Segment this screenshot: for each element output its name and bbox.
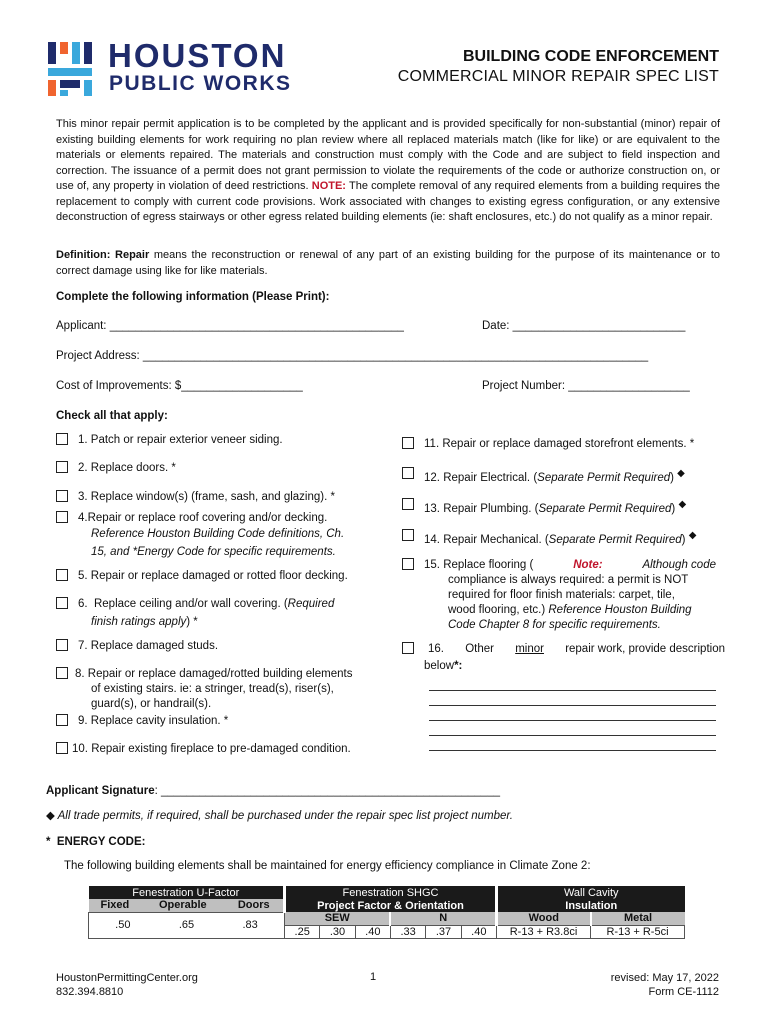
th-sew: SEW bbox=[285, 912, 391, 925]
checkbox-6[interactable] bbox=[56, 597, 68, 609]
footer-revised: revised: May 17, 2022 bbox=[610, 972, 719, 984]
checkbox-10[interactable] bbox=[56, 742, 68, 754]
energy-code-desc: The following building elements shall be maintained for energy efficiency compliance in Climate Zone 2: bbox=[64, 860, 591, 872]
applicant-field[interactable]: Applicant: ______________________________________________ bbox=[56, 320, 404, 332]
trade-note: ◆ All trade permits, if required, shall be purchased under the repair spec list project number. bbox=[46, 810, 513, 822]
project-number-field[interactable]: Project Number: ___________________ bbox=[482, 380, 690, 392]
checkbox-5[interactable] bbox=[56, 569, 68, 581]
logo-mark bbox=[46, 42, 100, 96]
th-u-factor: Fenestration U-Factor bbox=[89, 886, 285, 899]
th-operable: Operable bbox=[141, 899, 224, 912]
page-number: 1 bbox=[370, 971, 377, 983]
intro-text: This minor repair permit application is to be completed by the applicant and is provided specifically for non-substantial (minor) repair of existing building elements for work requiring no plan review where all replaced materials match (like for like) or are equivalent to the materials or elements repaired. The materials and construction must comply with the Code and are subject to field inspection and correction. The issuance of a permit does not grant permission to violate the requirements of the code or authorize construction on, or use of, any property in violation of deed restrictions. bbox=[56, 118, 720, 192]
cell-wall-wood: R-13 + R3.8ci bbox=[497, 925, 591, 938]
checkbox-1[interactable] bbox=[56, 433, 68, 445]
cell-shgc-3: .40 bbox=[355, 925, 390, 938]
doc-subtitle: COMMERCIAL MINOR REPAIR SPEC LIST bbox=[397, 68, 719, 85]
note-label: NOTE: bbox=[311, 180, 346, 192]
signature-row bbox=[46, 785, 500, 797]
checkbox-7[interactable] bbox=[56, 639, 68, 651]
energy-table bbox=[88, 886, 685, 939]
logo bbox=[46, 37, 308, 100]
checkbox-2[interactable] bbox=[56, 461, 68, 473]
asterisk-icon: * bbox=[46, 836, 51, 848]
form-instruction: Complete the following information (Please Print): bbox=[56, 291, 330, 303]
th-project-factor: Project Factor & Orientation bbox=[285, 899, 497, 912]
doc-title: BUILDING CODE ENFORCEMENT bbox=[463, 48, 719, 65]
cell-shgc-1: .25 bbox=[285, 925, 320, 938]
footer-phone: 832.394.8810 bbox=[56, 986, 124, 998]
th-wood: Wood bbox=[497, 912, 591, 925]
th-fixed: Fixed bbox=[89, 899, 142, 912]
checkbox-9[interactable] bbox=[56, 714, 68, 726]
description-line-2[interactable] bbox=[429, 705, 716, 706]
th-doors: Doors bbox=[224, 899, 284, 912]
cell-shgc-4: .33 bbox=[390, 925, 425, 938]
logo-public-works: PUBLIC WORKS bbox=[109, 72, 292, 95]
cell-operable: .65 bbox=[178, 919, 195, 931]
checkbox-12[interactable] bbox=[402, 467, 414, 479]
diamond-icon: ◆ bbox=[46, 810, 55, 822]
checkbox-11[interactable] bbox=[402, 437, 414, 449]
footer-site[interactable]: HoustonPermittingCenter.org bbox=[56, 972, 198, 984]
definition-label: Definition: Repair bbox=[56, 249, 150, 261]
description-line-3[interactable] bbox=[429, 720, 716, 721]
cell-shgc-5: .37 bbox=[426, 925, 461, 938]
cell-doors: .83 bbox=[242, 919, 258, 931]
definition-paragraph bbox=[56, 248, 720, 279]
checkbox-15[interactable] bbox=[402, 558, 414, 570]
description-line-5[interactable] bbox=[429, 750, 716, 751]
footer-form: Form CE-1112 bbox=[648, 986, 719, 998]
checklist-title: Check all that apply: bbox=[56, 410, 168, 422]
th-metal: Metal bbox=[591, 912, 685, 925]
cost-field[interactable]: Cost of Improvements: $___________________ bbox=[56, 380, 303, 392]
th-insulation: Insulation bbox=[497, 899, 685, 912]
cell-shgc-6: .40 bbox=[461, 925, 496, 938]
signature-label: Applicant Signature bbox=[46, 785, 155, 797]
footer-right bbox=[611, 971, 719, 999]
th-wall: Wall Cavity bbox=[497, 886, 685, 899]
description-line-1[interactable] bbox=[429, 690, 716, 691]
u-factor-values bbox=[89, 912, 285, 938]
cell-shgc-2: .30 bbox=[320, 925, 355, 938]
definition-text: means the reconstruction or renewal of any part of an existing building for the purpose of its maintenance or to correct damage using like for like materials. bbox=[56, 249, 721, 277]
logo-houston: HOUSTON bbox=[108, 37, 287, 74]
checkbox-4[interactable] bbox=[56, 511, 68, 523]
checkbox-14[interactable] bbox=[402, 529, 414, 541]
footer-left bbox=[56, 971, 198, 999]
checkbox-13[interactable] bbox=[402, 498, 414, 510]
cell-wall-metal: R-13 + R-5ci bbox=[591, 925, 685, 938]
th-shgc: Fenestration SHGC bbox=[285, 886, 497, 899]
intro-paragraph bbox=[56, 117, 720, 226]
checkbox-3[interactable] bbox=[56, 490, 68, 502]
energy-code-title: * ENERGY CODE: bbox=[46, 836, 146, 848]
date-field[interactable]: Date: ___________________________ bbox=[482, 320, 686, 332]
signature-field[interactable]: : _____________________________________________________ bbox=[154, 785, 500, 797]
cell-fixed: .50 bbox=[115, 919, 131, 931]
description-line-4[interactable] bbox=[429, 735, 716, 736]
project-address-field[interactable]: Project Address: _______________________________________________________________________________ bbox=[56, 350, 649, 362]
checkbox-16[interactable] bbox=[402, 642, 414, 654]
note-text: The complete removal of any required elements from a building requires the replacement to comply with current code provisions. Work associated with changes to existing egress configuration, or any extensive deconstruction of egress stairways or other egress related building elements (ie: shaft enclosures, etc.) do not qualify as a minor repair. bbox=[56, 180, 720, 223]
th-n: N bbox=[390, 912, 496, 925]
checkbox-8[interactable] bbox=[56, 667, 68, 679]
